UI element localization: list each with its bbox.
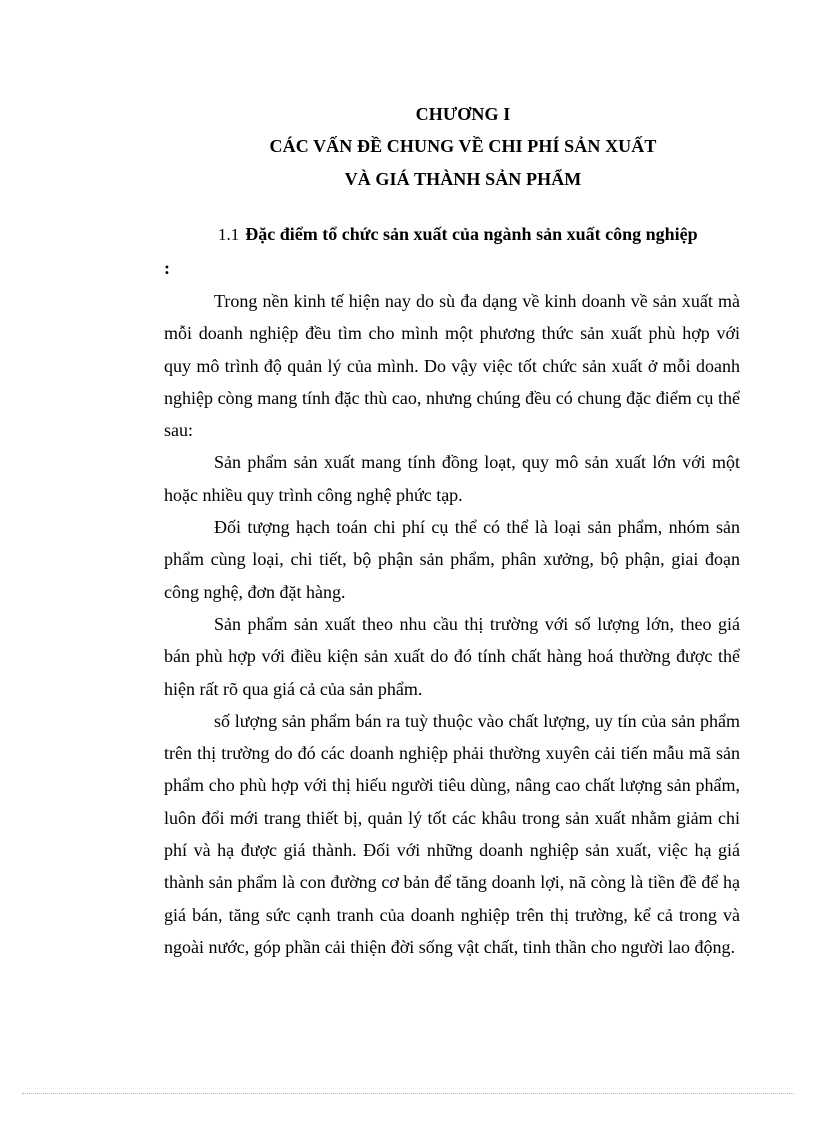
section-number: 1.1 bbox=[218, 225, 240, 244]
paragraph-5: số lượng sản phẩm bán ra tuỳ thuộc vào chất lượng, uy tín của sản phẩm trên thị trường do đó các doanh nghiệp phải thường xuyên cải tiến mẫu mã sản phẩm cho phù hợp với thị hiếu người tiêu dùng, nâng cao chất lượng sản phẩm, luôn đổi mới trang thiết bị, quản lý tốt các khâu trong sản xuất nhằm giảm chi phí và hạ được giá thành. Đối với những doanh nghiệp sản xuất, việc hạ giá thành sản phẩm là con đường cơ bản để tăng doanh lợi, nã còng là tiền đề để hạ giá bán, tăng sức cạnh tranh của doanh nghiệp trên thị trường, kể cả trong và ngoài nước, góp phần cải thiện đời sống vật chất, tinh thần cho người lao động. bbox=[164, 710, 740, 957]
paragraph-1: Trong nền kinh tế hiện nay do sù đa dạng về kinh doanh về sản xuất mà mỗi doanh nghiệp đều tìm cho mình một phương thức sản xuất phù hợp với quy mô trình độ quản lý của mình. Do vậy việc tốt chức sản xuất ở mỗi doanh nghiệp còng mang tính đặc thù cao, nhưng chúng đều có chung đặc điểm cụ thể sau: bbox=[164, 291, 740, 441]
chapter-title-line-2: VÀ GIÁ THÀNH SẢN PHẨM bbox=[344, 169, 582, 189]
paragraph-4: Sản phẩm sản xuất theo nhu cầu thị trường với số lượng lớn, theo giá bán phù hợp với điều kiện sản xuất do đó tính chất hàng hoá thường được thể hiện rất rõ qua giá cả của sản phẩm. bbox=[164, 613, 740, 699]
page-footer-divider bbox=[22, 1093, 794, 1094]
section-heading-colon: : bbox=[164, 258, 170, 278]
paragraph-3: Đối tượng hạch toán chi phí cụ thể có thể là loại sản phẩm, nhóm sản phẩm cùng loại, chi tiết, bộ phận sản phẩm, phân xưởng, bộ phận, giai đoạn công nghệ, đơn đặt hàng. bbox=[164, 517, 740, 602]
chapter-title-line-1: CÁC VẤN ĐỀ CHUNG VỀ CHI PHÍ SẢN XUẤT bbox=[269, 136, 657, 156]
section-heading bbox=[218, 224, 698, 245]
paragraph-2: Sản phẩm sản xuất mang tính đồng loạt, quy mô sản xuất lớn với một hoặc nhiều quy trình công nghệ phức tạp. bbox=[164, 452, 740, 505]
chapter-label: CHƯƠNG I bbox=[415, 104, 511, 124]
body-text bbox=[164, 285, 740, 963]
section-heading-text: Đặc điểm tổ chức sản xuất của ngành sản xuất công nghiệp bbox=[245, 224, 698, 244]
